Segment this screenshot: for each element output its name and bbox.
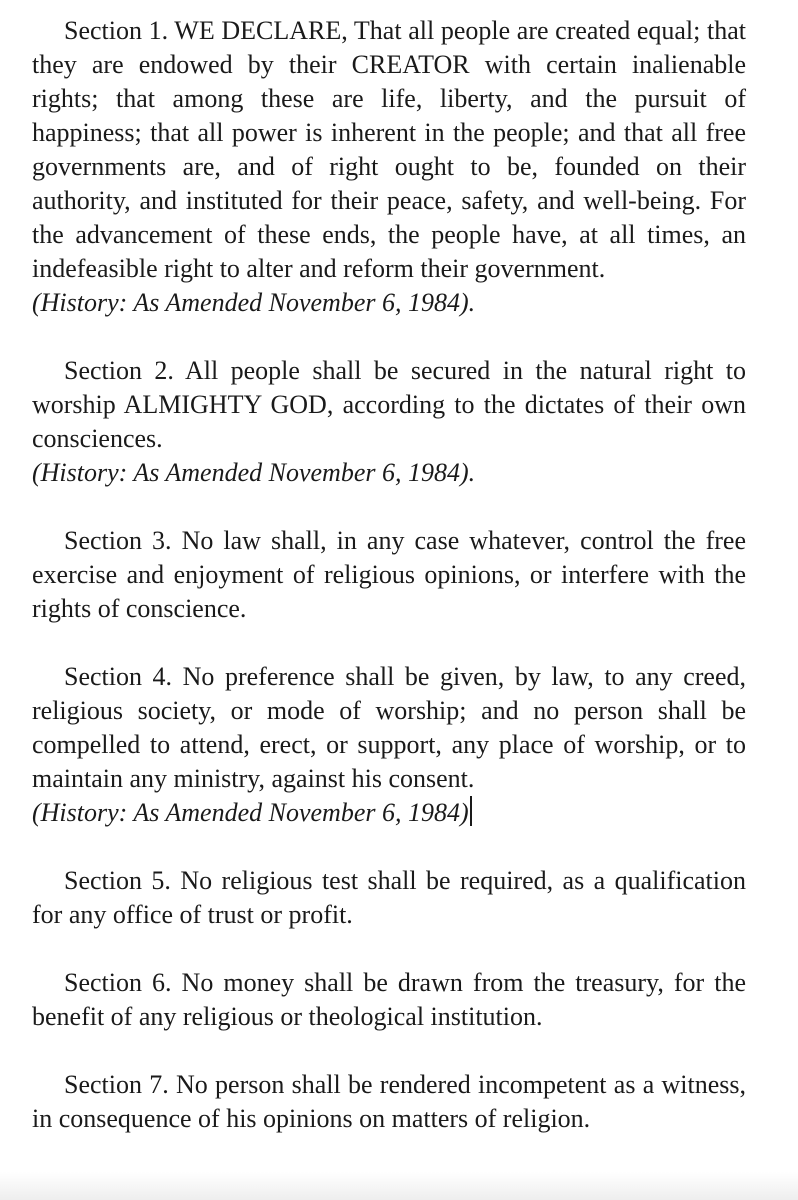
section-6 xyxy=(32,966,746,1034)
text-cursor xyxy=(470,796,472,826)
section-2-history-note: (History: As Amended November 6, 1984). xyxy=(32,458,476,487)
section-3-text: Section 3. No law shall, in any case whatever, control the free exercise and enjoyment of religious opinions, or interfere with the rights of conscience. xyxy=(32,526,746,623)
section-4-history-text: (History: As Amended November 6, 1984) xyxy=(32,798,469,827)
section-4-history-note[interactable] xyxy=(32,796,746,830)
document-page xyxy=(32,14,746,1136)
section-7-text: Section 7. No person shall be rendered incompetent as a witness, in consequence of his opinions on matters of religion. xyxy=(32,1070,746,1133)
section-1-text: Section 1. WE DECLARE, That all people are created equal; that they are endowed by their CREATOR with certain inalienable rights; that among these are life, liberty, and the pursuit of happiness; that all power is inherent in the people; and that all free governments are, and of right ought to be, founded on their authority, and instituted for their peace, safety, and well-being. For the advancement of these ends, the people have, at all times, an indefeasible right to alter and reform their government. xyxy=(32,16,746,283)
section-3 xyxy=(32,524,746,626)
section-2-text: Section 2. All people shall be secured in the natural right to worship ALMIGHTY GOD, according to the dictates of their own consciences. xyxy=(32,356,746,453)
section-1 xyxy=(32,14,746,320)
section-7 xyxy=(32,1068,746,1136)
section-5 xyxy=(32,864,746,932)
section-4 xyxy=(32,660,746,830)
section-2 xyxy=(32,354,746,490)
section-1-history-note: (History: As Amended November 6, 1984). xyxy=(32,288,476,317)
section-6-text: Section 6. No money shall be drawn from the treasury, for the benefit of any religious or theological institution. xyxy=(32,968,746,1031)
section-5-text: Section 5. No religious test shall be required, as a qualification for any office of trust or profit. xyxy=(32,866,746,929)
section-4-text: Section 4. No preference shall be given, by law, to any creed, religious society, or mode of worship; and no person shall be compelled to attend, erect, or support, any place of worship, or to maintain any ministry, against his consent. xyxy=(32,662,746,793)
page-bottom-shadow xyxy=(0,1172,798,1200)
